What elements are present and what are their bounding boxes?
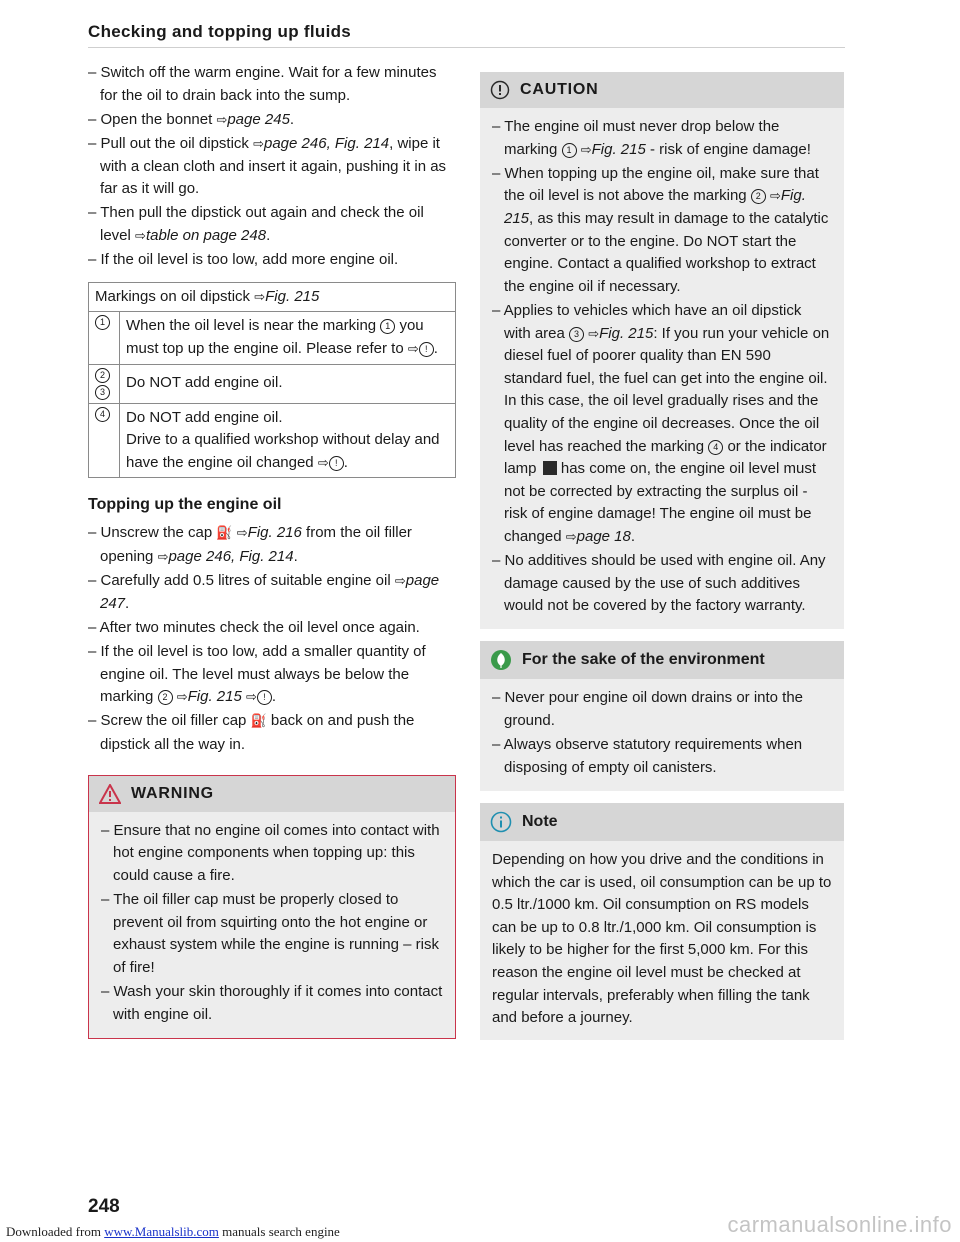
environment-title: For the sake of the environment [522,651,765,669]
page-header-title: Checking and topping up fluids [88,22,352,41]
environment-box [480,641,844,791]
marking-circle: 1 [562,143,577,158]
caution-item: – When topping up the engine oil, make sure that the oil level is not above the marking 2 ⇨Fig. 215, as this may result in damage to the catalytic converter or to the engine. Do NOT start the engine. Contact a qualified workshop to extract the engine oil if necessary. [492,164,829,295]
info-icon [490,811,512,833]
warning-item: – Ensure that no engine oil comes into contact with hot engine components when topping up: this could cause a fire. [101,821,440,884]
caution-box [480,72,844,629]
table-row: 1 When the oil level is near the marking 1 you must top up the engine oil. Please refer to ⇨ ! . [89,312,455,364]
note-title: Note [522,813,558,830]
marking-circle: 3 [95,385,110,400]
header-divider [88,47,845,48]
caution-ref-icon[interactable]: ! [329,456,344,471]
topping-step: – Carefully add 0.5 litres of suitable engine oil ⇨page 247. [88,572,440,612]
caution-item: – No additives should be used with engine oil. Any damage caused by the use of such additives would not be covered by the factory warranty. [492,552,826,615]
table-row: 2 3 Do NOT add engine oil. [89,365,455,404]
page-ref-link[interactable]: page 245 [227,110,290,128]
fig-ref-link[interactable]: Fig. 215 [504,187,806,227]
fig-ref-link[interactable]: Fig. 215 [265,287,320,305]
marking-circle: 4 [708,440,723,455]
topping-step: – Screw the oil filler cap ⛽ back on and push the dipstick all the way in. [88,712,415,753]
step-switch-off: – Switch off the warm engine. Wait for a few minutes for the oil to drain back into the sump. [88,64,437,104]
marking-circle: 2 [158,690,173,705]
manualslib-link[interactable]: www.Manualslib.com [104,1224,219,1239]
note-box [480,803,844,1040]
download-footer: Downloaded from www.Manualslib.com manuals search engine [6,1224,340,1239]
page-ref-link[interactable]: page 246, Fig. 214 [168,547,294,565]
warning-triangle-icon [99,784,121,804]
fig-ref-link[interactable]: Fig. 215 [187,688,242,706]
marking-circle: 4 [95,407,110,422]
caution-item: – The engine oil must never drop below the marking 1 ⇨Fig. 215 - risk of engine damage! [492,118,811,158]
page-ref-link[interactable]: page 246, Fig. 214 [264,134,390,152]
topping-step: – After two minutes check the oil level once again. [88,618,420,636]
warning-box [88,775,456,1039]
environment-leaf-icon [490,649,512,671]
warning-item: – The oil filler cap must be properly closed to prevent oil from squirting onto the hot engine or exhaust system while the engine is running – risk of fire! [101,890,440,976]
page-number: 248 [88,1196,120,1217]
caution-icon [490,80,510,100]
left-column [88,62,456,1039]
oil-cap-icon: ⛽ [250,714,267,730]
dipstick-markings-table [88,282,456,479]
warning-item: – Wash your skin thoroughly if it comes into contact with engine oil. [101,982,443,1023]
table-header: Markings on oil dipstick ⇨Fig. 215 [89,283,455,313]
environment-item: – Never pour engine oil down drains or into the ground. [492,689,804,730]
step-add-oil: – If the oil level is too low, add more engine oil. [88,251,399,269]
oil-cap-icon: ⛽ [216,526,233,542]
note-text: Depending on how you drive and the conditions in which the car is used, oil consumption can be up to 0.5 ltr./1000 km. Oil consumption on RS models can be up to 0.8 ltr./1,000 km. Oil consumption is likely to be higher for the first 5,000 km. For this reason the engine oil level must be checked at regular intervals, preferably when filling the tank and before a journey. [480,841,844,1040]
marking-circle: 3 [569,327,584,342]
step-check-level: – Then pull the dipstick out again and check the oil level ⇨table on page 248. [88,204,424,244]
marking-circle: 1 [380,319,395,334]
oil-indicator-lamp-icon [543,461,557,475]
caution-ref-icon[interactable]: ! [257,690,272,705]
caution-title: CAUTION [520,81,599,98]
fig-ref-link[interactable]: Fig. 216 [247,524,302,542]
warning-title: WARNING [131,784,214,802]
table-row: 4 Do NOT add engine oil. Drive to a qualified workshop without delay and have the engine oil changed ⇨ ! . [89,404,455,478]
page-ref-link[interactable]: page 18 [576,527,631,545]
step-open-bonnet: – Open the bonnet ⇨page 245. [88,110,295,128]
marking-circle: 1 [95,315,110,330]
fig-ref-link[interactable]: Fig. 215 [591,140,646,158]
right-column [480,72,844,1040]
marking-circle: 2 [751,189,766,204]
caution-ref-icon[interactable]: ! [419,342,434,357]
page-ref-link[interactable]: page 247 [100,572,440,612]
environment-item: – Always observe statutory requirements when disposing of empty oil canisters. [492,736,803,776]
site-watermark: carmanualsonline.info [727,1212,952,1237]
topping-up-heading: Topping up the engine oil [88,496,282,514]
marking-circle: 2 [95,368,110,383]
table-ref-link[interactable]: table on page 248 [145,226,267,244]
topping-step: – If the oil level is too low, add a smaller quantity of engine oil. The level must always be below the marking 2 ⇨Fig. 215 ⇨ ! . [88,643,426,706]
fig-ref-link[interactable]: Fig. 215 [599,324,654,342]
caution-item: – Applies to vehicles which have an oil dipstick with area 3 ⇨Fig. 215: If you run your vehicle on diesel fuel of poorer quality than EN 590 standard fuel, the fuel can get into the engine oil. In this case, the oil level gradually rises and the quality of the engine oil decreases. Once the oil level has reached the marking 4 or the indicator lamp has come on, the engine oil level must not be corrected by extracting the surplus oil - risk of engine damage! The engine oil must be changed ⇨page 18. [492,301,830,545]
step-pull-dipstick: – Pull out the oil dipstick ⇨page 246, Fig. 214, wipe it with a clean cloth and insert it again, pushing it in as far as it will go. [88,134,447,198]
topping-step: – Unscrew the cap ⛽ ⇨Fig. 216 from the oil filler opening ⇨page 246, Fig. 214. [88,524,412,565]
